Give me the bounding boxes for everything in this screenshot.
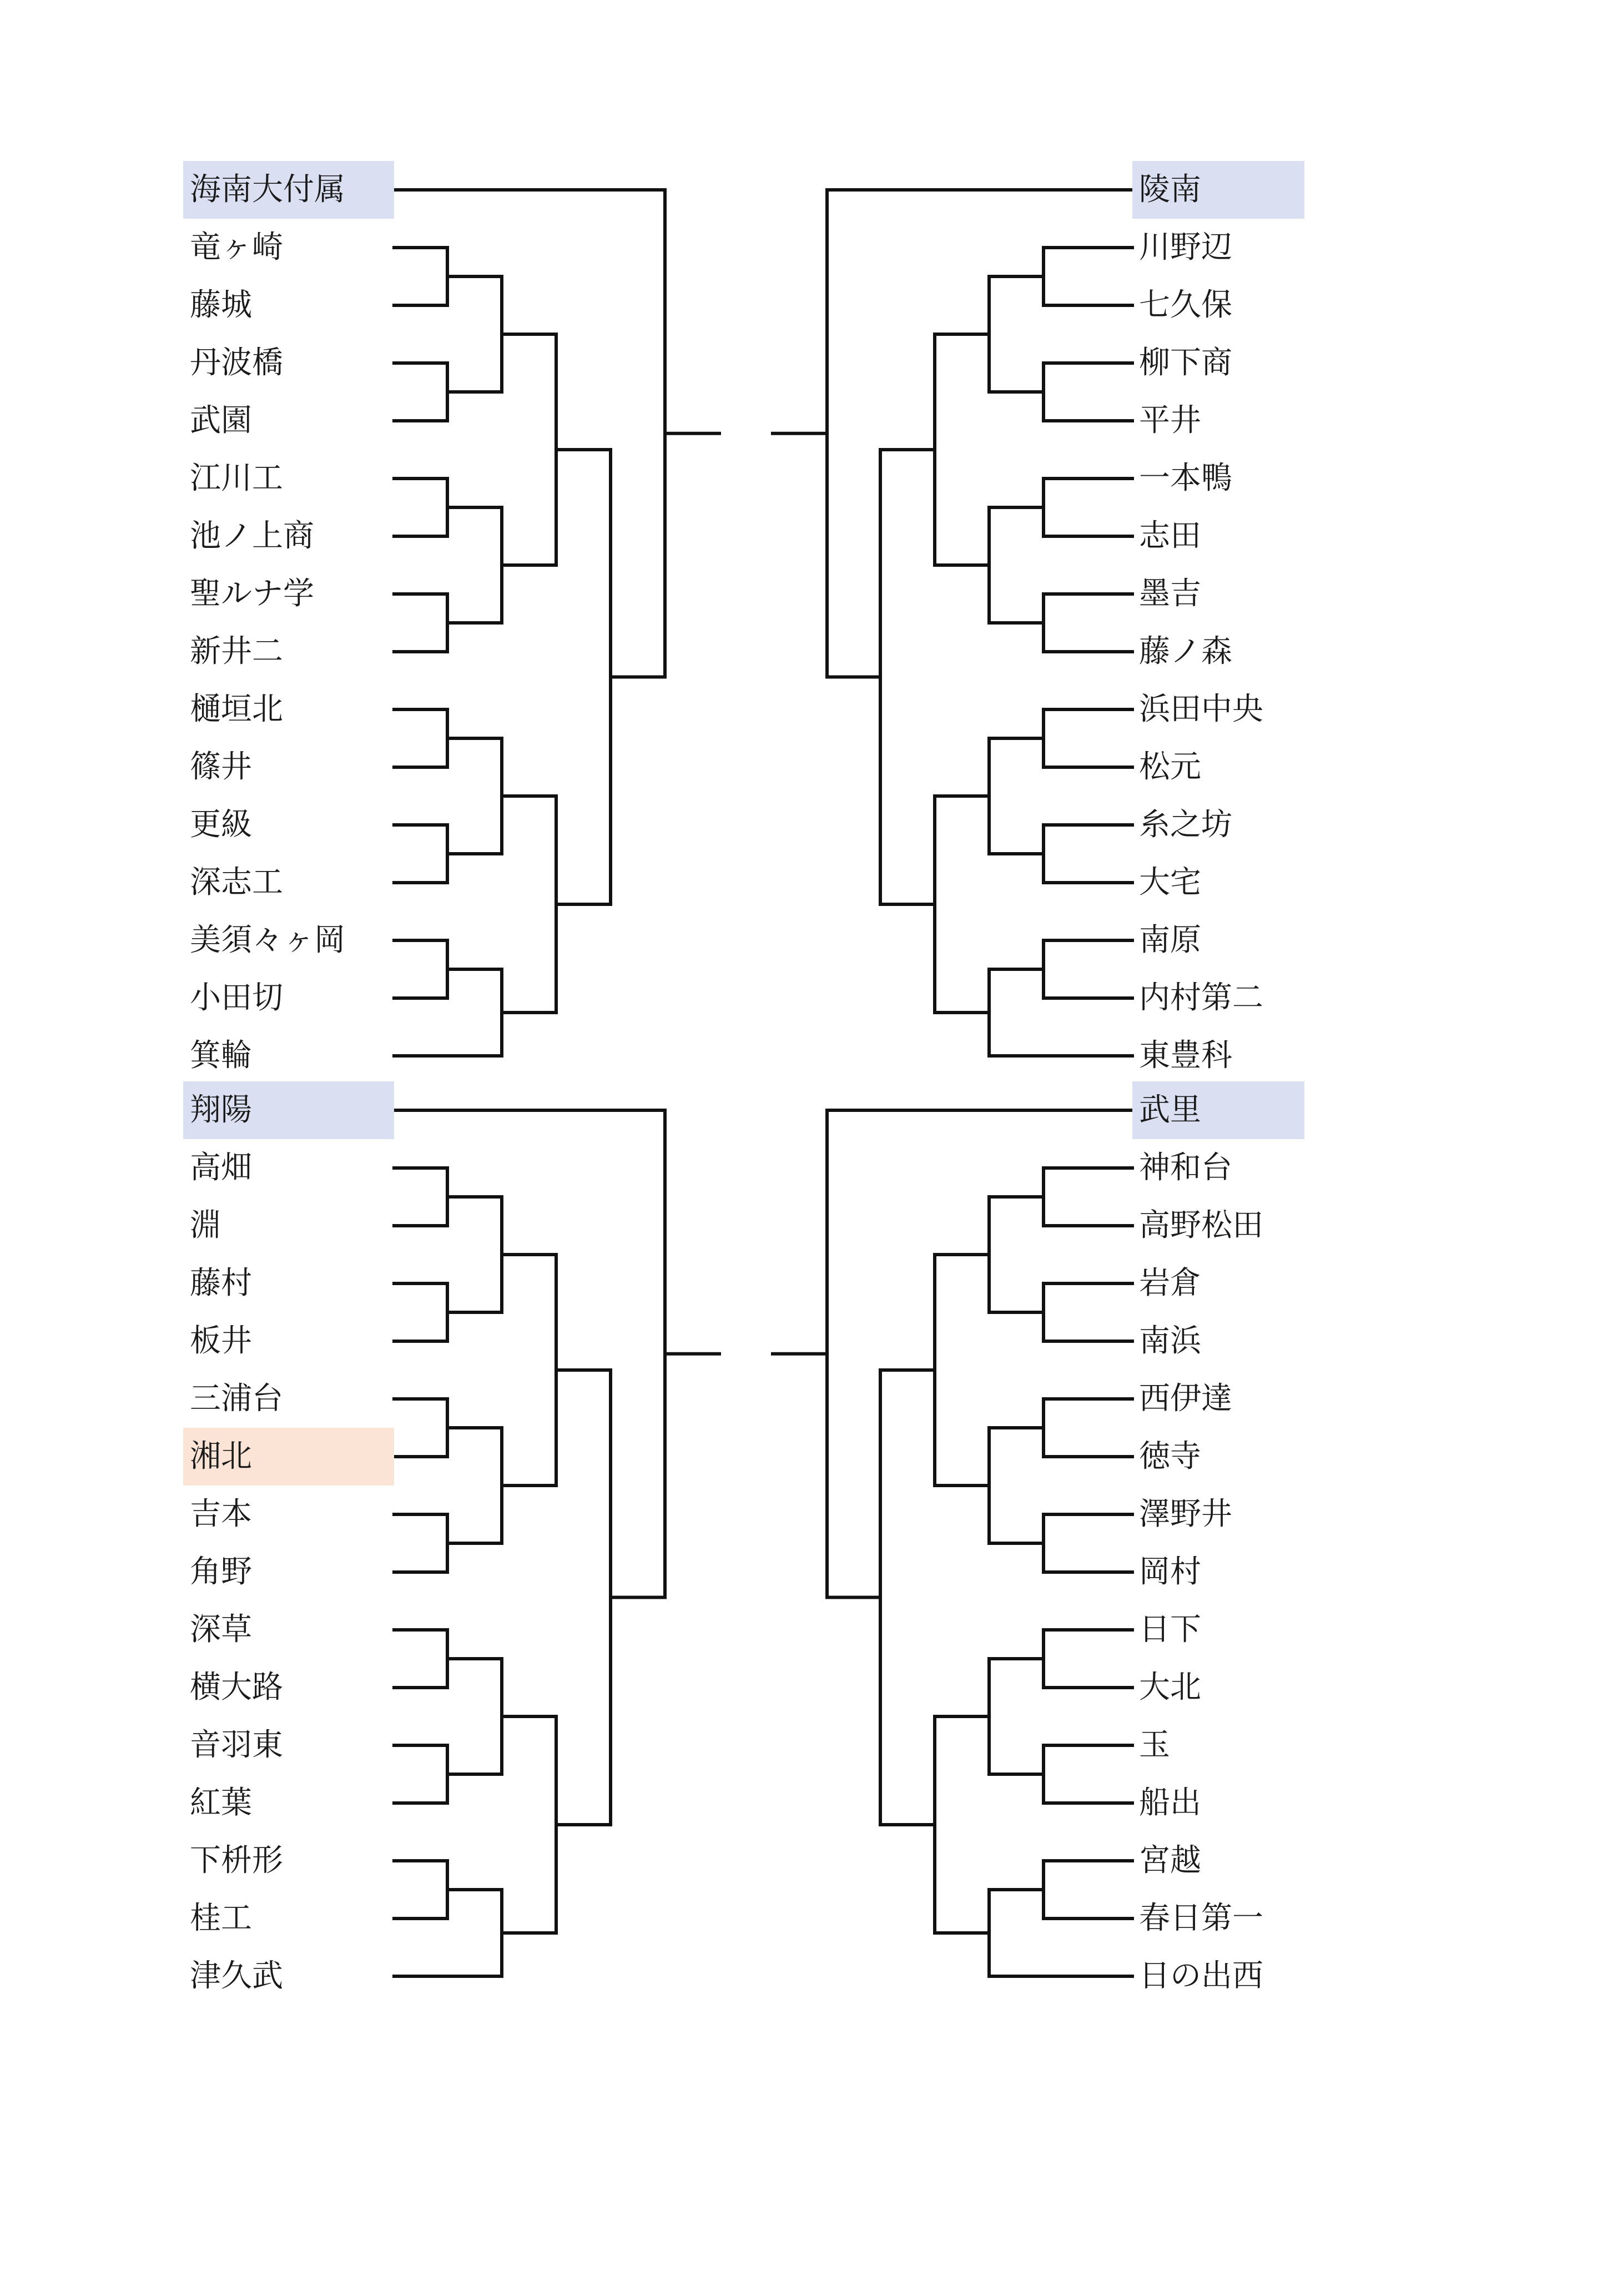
team-label: 音羽東 (190, 1727, 283, 1763)
top-right-r2-connector (989, 738, 1044, 854)
team-label: 南浜 (1139, 1323, 1201, 1359)
team-label: 深草 (190, 1612, 252, 1648)
top-left-r3-connector (502, 796, 556, 1013)
bottom-left-r3-connector (502, 1716, 556, 1933)
bottom-left-r1-connector (394, 1745, 447, 1803)
bottom-right-r2-connector (989, 1428, 1044, 1543)
bottom-left-r2-connector (447, 1197, 502, 1312)
team-label: 七久保 (1139, 287, 1232, 323)
top-left-r3-connector (502, 334, 556, 565)
top-left-r1-connector (394, 248, 447, 305)
team-label: 大宅 (1139, 864, 1201, 900)
top-left-final-connector (394, 190, 665, 677)
team-label: 一本鴨 (1139, 460, 1232, 496)
team-label: 内村第二 (1139, 980, 1263, 1016)
top-right-r1-connector (1044, 479, 1132, 536)
team-label: 志田 (1139, 518, 1201, 554)
team-label: 高畑 (190, 1150, 252, 1186)
bottom-right-r1-connector (1044, 1745, 1132, 1803)
team-label: 聖ルナ学 (190, 576, 314, 612)
team-label: 深志工 (190, 864, 283, 900)
bottom-right-r1-connector (1044, 1283, 1132, 1341)
top-right-r1-connector (1044, 709, 1132, 767)
team-label: 南原 (1139, 922, 1201, 958)
seed-team-label: 翔陽 (183, 1081, 394, 1139)
team-label: 淵 (190, 1207, 221, 1243)
bottom-right-r1-connector (1044, 1861, 1132, 1919)
team-label: 船出 (1139, 1785, 1201, 1821)
team-label: 小田切 (190, 980, 283, 1016)
top-right-r2-connector (989, 507, 1044, 623)
top-left-r2-connector (447, 738, 502, 854)
team-label: 池ノ上商 (190, 518, 314, 554)
seed-team-label: 武里 (1132, 1081, 1304, 1139)
top-left-r1-connector (394, 479, 447, 536)
team-label: 日下 (1139, 1612, 1201, 1648)
team-label: 美須々ヶ岡 (190, 922, 345, 958)
bottom-right-r3-connector (935, 1255, 989, 1486)
top-right-r1-connector (1044, 363, 1132, 421)
top-left-r4-connector (556, 450, 611, 904)
bottom-right-r1-connector (1044, 1514, 1132, 1572)
bottom-right-r1-connector (1044, 1399, 1132, 1457)
team-label: 板井 (190, 1323, 252, 1359)
team-label: 丹波橋 (190, 345, 283, 381)
top-right-r3-connector (935, 796, 989, 1013)
team-label: 西伊達 (1139, 1381, 1232, 1417)
team-label: 岩倉 (1139, 1265, 1201, 1301)
top-right-r2-connector (989, 969, 1132, 1056)
team-label: 大北 (1139, 1669, 1201, 1705)
team-label: 篠井 (190, 749, 252, 785)
team-label: 神和台 (1139, 1150, 1232, 1186)
team-label: 紅葉 (190, 1785, 252, 1821)
team-label: 角野 (190, 1554, 252, 1590)
bottom-left-r1-connector (394, 1283, 447, 1341)
team-label: 松元 (1139, 749, 1201, 785)
team-label: 新井二 (190, 633, 283, 669)
top-right-r2-connector (989, 276, 1044, 392)
bottom-left-r3-connector (502, 1255, 556, 1486)
bottom-right-r2-connector (989, 1890, 1132, 1976)
team-label: 平井 (1139, 402, 1201, 439)
team-label: 糸之坊 (1139, 807, 1232, 843)
team-label: 岡村 (1139, 1554, 1201, 1590)
team-label: 藤ノ森 (1139, 633, 1232, 669)
team-label: 更級 (190, 807, 252, 843)
bottom-left-r1-connector (394, 1630, 447, 1688)
top-left-r2-connector (447, 276, 502, 392)
top-right-r1-connector (1044, 248, 1132, 305)
team-label: 武園 (190, 402, 252, 439)
team-label: 三浦台 (190, 1381, 283, 1417)
team-label: 横大路 (190, 1669, 283, 1705)
team-label: 日の出西 (1139, 1958, 1263, 1994)
team-label: 川野辺 (1139, 229, 1232, 265)
top-right-final-connector (827, 190, 1132, 677)
team-label: 柳下商 (1139, 345, 1232, 381)
bottom-left-r4-connector (556, 1370, 611, 1825)
team-label: 浜田中央 (1139, 691, 1263, 727)
top-right-r4-connector (880, 450, 935, 904)
bottom-left-r2-connector (447, 1428, 502, 1543)
highlighted-team-label: 湘北 (183, 1428, 394, 1486)
team-label: 下枡形 (190, 1842, 283, 1879)
top-left-r2-connector (447, 507, 502, 623)
top-right-r1-connector (1044, 594, 1132, 652)
bottom-right-r3-connector (935, 1716, 989, 1933)
bottom-left-r1-connector (394, 1514, 447, 1572)
team-label: 玉 (1139, 1727, 1170, 1763)
top-left-r1-connector (394, 940, 447, 998)
top-right-r1-connector (1044, 825, 1132, 883)
team-label: 津久武 (190, 1958, 283, 1994)
top-left-r1-connector (394, 709, 447, 767)
seed-team-label: 海南大付属 (183, 161, 394, 219)
team-label: 宮越 (1139, 1842, 1201, 1879)
team-label: 高野松田 (1139, 1207, 1263, 1243)
bottom-left-r1-connector (394, 1168, 447, 1226)
team-label: 墨吉 (1139, 576, 1201, 612)
bottom-left-r2-connector (447, 1659, 502, 1774)
team-label: 藤城 (190, 287, 252, 323)
bottom-left-r1-connector (394, 1399, 447, 1457)
bottom-right-r2-connector (989, 1659, 1044, 1774)
team-label: 徳寺 (1139, 1438, 1201, 1474)
bottom-left-r1-connector (394, 1861, 447, 1919)
seed-team-label: 陵南 (1132, 161, 1304, 219)
bottom-left-final-connector (394, 1110, 665, 1598)
top-right-r3-connector (935, 334, 989, 565)
team-label: 箕輪 (190, 1038, 252, 1074)
team-label: 東豊科 (1139, 1038, 1232, 1074)
bottom-right-final-connector (827, 1110, 1132, 1598)
top-right-r1-connector (1044, 940, 1132, 998)
team-label: 竜ヶ崎 (190, 229, 283, 265)
team-label: 藤村 (190, 1265, 252, 1301)
team-label: 江川工 (190, 460, 283, 496)
top-left-r1-connector (394, 594, 447, 652)
top-left-r1-connector (394, 363, 447, 421)
team-label: 吉本 (190, 1496, 252, 1532)
bottom-right-r1-connector (1044, 1630, 1132, 1688)
bottom-right-r2-connector (989, 1197, 1044, 1312)
team-label: 樋垣北 (190, 691, 283, 727)
team-label: 澤野井 (1139, 1496, 1232, 1532)
top-left-r1-connector (394, 825, 447, 883)
team-label: 春日第一 (1139, 1900, 1263, 1936)
bottom-right-r1-connector (1044, 1168, 1132, 1226)
team-label: 桂工 (190, 1900, 252, 1936)
bottom-right-r4-connector (880, 1370, 935, 1825)
